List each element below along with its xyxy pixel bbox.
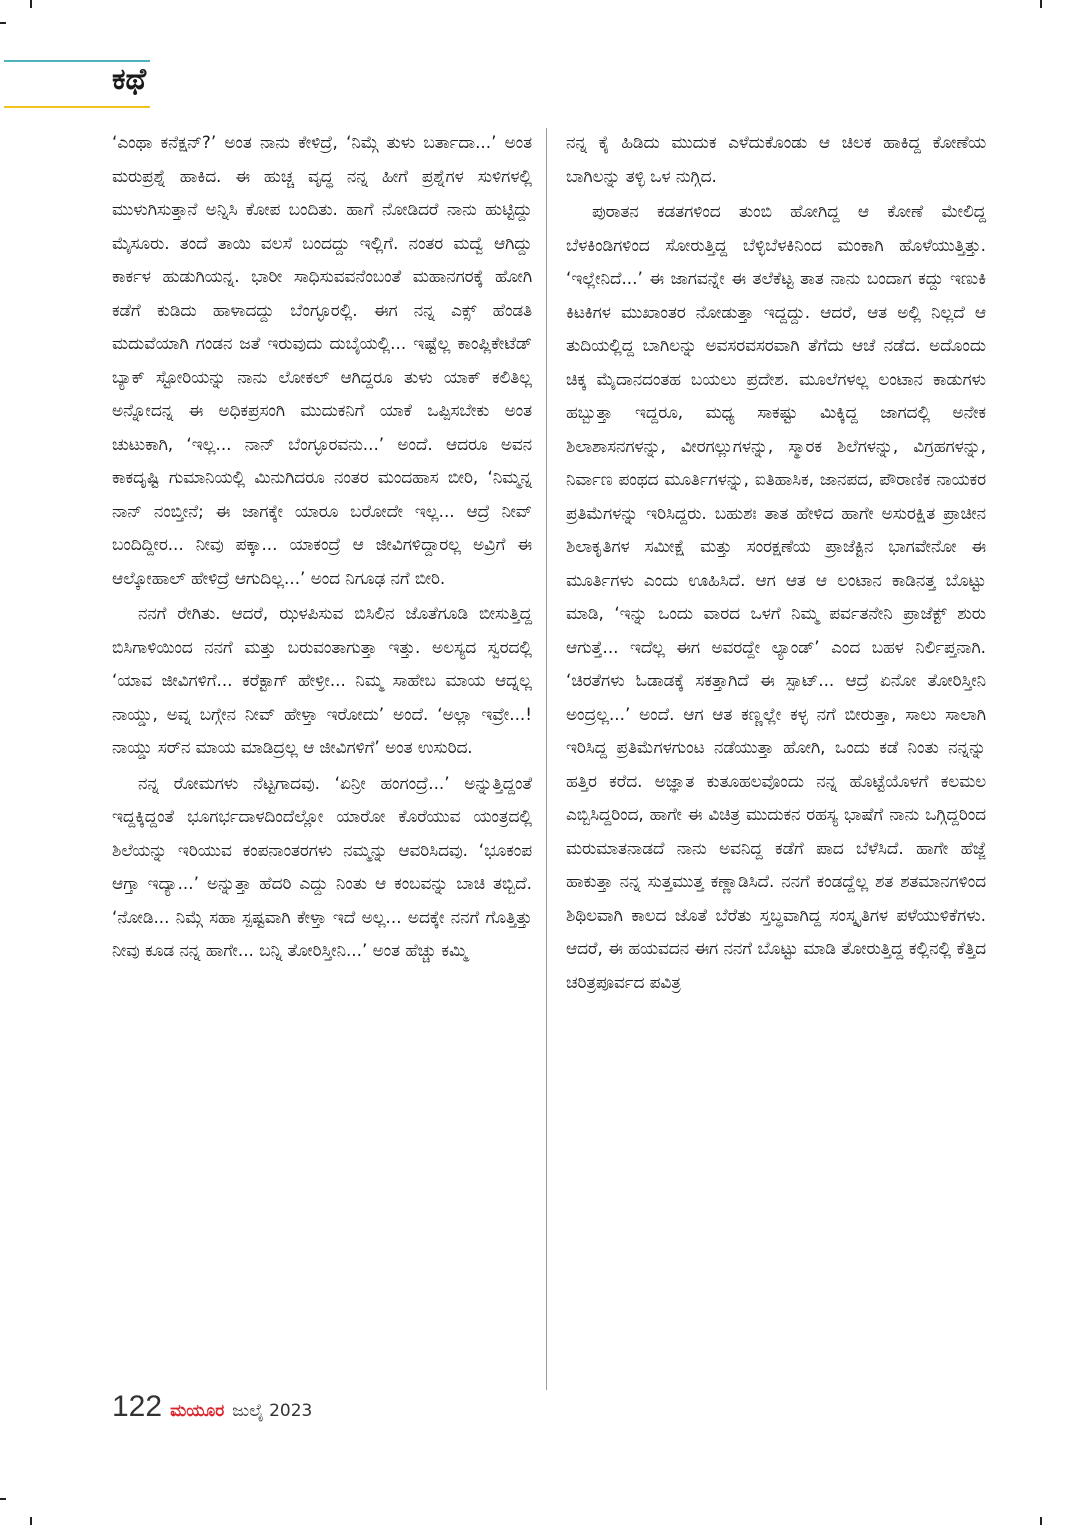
right-paragraph-1: ನನ್ನ ಕೈ ಹಿಡಿದು ಮುದುಕ ಎಳೆದುಕೊಂಡು ಆ ಚಿಲಕ ಹಾಕಿದ್ದ ಕೋಣೆಯ ಬಾಗಿಲನ್ನು ತಳ್ಳಿ ಒಳ ನುಗ್ಗಿದ. xyxy=(566,132,986,186)
right-column xyxy=(566,126,986,999)
crop-mark-top-right xyxy=(1040,0,1042,8)
left-paragraph-3: ನನ್ನ ರೋಮಗಳು ನೆಟ್ಟಗಾದವು. ‘ಏನ್ರೀ ಹಂಗಂದ್ರೆ...’ ಅನ್ನುತ್ತಿದ್ದಂತೆ ಇದ್ದಕ್ಕಿದ್ದಂತೆ ಭೂಗರ್ಭದಾಳದಿಂದೆಲ್ಲೋ ಯಾರೋ ಕೊರೆಯುವ ಯಂತ್ರದಲ್ಲಿ ಶಿಲೆಯನ್ನು ಇರಿಯುವ ಕಂಪನಾಂತರಗಳು ನಮ್ಮನ್ನು ಆವರಿಸಿದವು. ‘ಭೂಕಂಪ ಆಗ್ತಾ ಇದ್ಯಾ...’ ಅನ್ನುತ್ತಾ ಹೆದರಿ ಎದ್ದು ನಿಂತು ಆ ಕಂಬವನ್ನು ಬಾಚಿ ತಬ್ಬಿದೆ. ‘ನೋಡಿ... ನಿಮ್ಗೆ ಸಹಾ ಸ್ಪಷ್ಟವಾಗಿ ಕೇಳ್ತಾ ಇದೆ ಅಲ್ಲ... ಅದಕ್ಕೇ ನನಗೆ ಗೊತ್ತಿತ್ತು ನೀವು ಕೂಡ ನನ್ನ ಹಾಗೇ... ಬನ್ನಿ ತೋರಿಸ್ತೀನಿ...’ ಅಂತ ಹೆಚ್ಚು ಕಮ್ಮಿ xyxy=(112,772,532,960)
issue-date: ಜುಲೈ 2023 xyxy=(232,1401,313,1421)
crop-mark-top-center xyxy=(30,0,32,8)
magazine-logo: ಮಯೂರ xyxy=(170,1401,225,1421)
crop-mark-top-left xyxy=(0,22,6,24)
header-rule-bottom xyxy=(4,106,150,108)
crop-mark-bottom-left xyxy=(0,1498,6,1500)
page-footer xyxy=(112,1390,312,1430)
section-title: ಕಥೆ xyxy=(112,62,147,97)
crop-mark-bottom-center xyxy=(30,1517,32,1525)
left-paragraph-1: ‘ಎಂಥಾ ಕನೆಕ್ಷನ್?’ ಅಂತ ನಾನು ಕೇಳಿದ್ರೆ, ‘ನಿಮ್ಗೆ ತುಳು ಬರ್ತಾದಾ...’ ಅಂತ ಮರುಪ್ರಶ್ನೆ ಹಾಕಿದ. ಈ ಹುಚ್ಚ ವೃದ್ಧ ನನ್ನ ಹೀಗೆ ಪ್ರಶ್ನೆಗಳ ಸುಳಿಗಳಲ್ಲಿ ಮುಳುಗಿಸುತ್ತಾನೆ ಅನ್ನಿಸಿ ಕೋಪ ಬಂದಿತು. ಹಾಗೆ ನೋಡಿದರೆ ನಾನು ಹುಟ್ಟಿದ್ದು ಮೈಸೂರು. ತಂದೆ ತಾಯಿ ವಲಸೆ ಬಂದದ್ದು ಇಲ್ಲಿಗೆ. ನಂತರ ಮದ್ವೆ ಆಗಿದ್ದು ಕಾರ್ಕಳ ಹುಡುಗಿಯನ್ನ. ಭಾರೀ ಸಾಧಿಸುವವನೆಂಬಂತೆ ಮಹಾನಗರಕ್ಕೆ ಹೋಗಿ ಕಡೆಗೆ ಕುಡಿದು ಹಾಳಾದದ್ದು ಬೆಂಗ್ಳೂರಲ್ಲಿ. ಈಗ ನನ್ನ ಎಕ್ಸ್ ಹೆಂಡತಿ ಮದುವೆಯಾಗಿ ಗಂಡನ ಜತೆ ಇರುವುದು ದುಬೈಯಲ್ಲಿ... ಇಷ್ಟೆಲ್ಲ ಕಾಂಪ್ಲಿಕೇಟೆಡ್ ಬ್ಯಾಕ್ ಸ್ಟೋರಿಯನ್ನು ನಾನು ಲೋಕಲ್ ಆಗಿದ್ದರೂ ತುಳು ಯಾಕ್ ಕಲಿತಿಲ್ಲ ಅನ್ನೋದನ್ನ ಈ ಅಧಿಕಪ್ರಸಂಗಿ ಮುದುಕನಿಗೆ ಯಾಕೆ ಒಪ್ಪಿಸಬೇಕು ಅಂತ ಚುಟುಕಾಗಿ, ‘ಇಲ್ಲ... ನಾನ್ ಬೆಂಗ್ಳೂರವನು...’ ಅಂದೆ. ಆದರೂ ಅವನ ಕಾಕದೃಷ್ಟಿ ಗುಮಾನಿಯಲ್ಲಿ ಮಿನುಗಿದರೂ ನಂತರ ಮಂದಹಾಸ ಬೀರಿ, ‘ನಿಮ್ಮನ್ನ ನಾನ್ ನಂಬ್ತೀನೆ; ಈ ಜಾಗಕ್ಕೇ ಯಾರೂ ಬರೋದೇ ಇಲ್ಲ... ಆದ್ರೆ ನೀವ್ ಬಂದಿದ್ದೀರ... ನೀವು ಪಕ್ಕಾ... ಯಾಕಂದ್ರೆ ಆ ಜೀವಿಗಳಿದ್ದಾರಲ್ಲ ಅವ್ರಿಗೆ ಈ ಆಲ್ಕೋಹಾಲ್ ಹೇಳಿದ್ರೆ ಆಗುದಿಲ್ಲ...’ ಅಂದ ನಿಗೂಢ ನಗೆ ಬೀರಿ. xyxy=(112,132,532,588)
page-number: 122 xyxy=(112,1390,163,1423)
right-paragraph-2: ಪುರಾತನ ಕಡತಗಳಿಂದ ತುಂಬಿ ಹೋಗಿದ್ದ ಆ ಕೋಣೆ ಮೇಲಿದ್ದ ಬೆಳಕಿಂಡಿಗಳಿಂದ ಸೋರುತ್ತಿದ್ದ ಬೆಳ್ಳಿಬೆಳಕಿನಿಂದ ಮಂಕಾಗಿ ಹೊಳೆಯುತ್ತಿತ್ತು. ‘ಇಲ್ಲೇನಿದೆ...’ ಈ ಜಾಗವನ್ನೇ ಈ ತಲೆಕೆಟ್ಟ ತಾತ ನಾನು ಬಂದಾಗ ಕದ್ದು ಇಣುಕಿ ಕಿಟಕಿಗಳ ಮುಖಾಂತರ ನೋಡುತ್ತಾ ಇದ್ದದ್ದು. ಆದರೆ, ಆತ ಅಲ್ಲಿ ನಿಲ್ಲದೆ ಆ ತುದಿಯಲ್ಲಿದ್ದ ಬಾಗಿಲನ್ನು ಅವಸರವಸರವಾಗಿ ತೆಗೆದು ಆಚೆ ನಡೆದ. ಅದೊಂದು ಚಿಕ್ಕ ಮೈದಾನದಂತಹ ಬಯಲು ಪ್ರದೇಶ. ಮೂಲೆಗಳಲ್ಲ ಲಂಟಾನ ಕಾಡುಗಳು ಹಬ್ಬುತ್ತಾ ಇದ್ದರೂ, ಮಧ್ಯ ಸಾಕಷ್ಟು ಮಿಕ್ಕಿದ್ದ ಜಾಗದಲ್ಲಿ ಅನೇಕ ಶಿಲಾಶಾಸನಗಳನ್ನು, ವೀರಗಲ್ಲುಗಳನ್ನು, ಸ್ಮಾರಕ ಶಿಲೆಗಳನ್ನು, ವಿಗ್ರಹಗಳನ್ನು, ನಿರ್ವಾಣ ಪಂಥದ ಮೂರ್ತಿಗಳನ್ನು, ಐತಿಹಾಸಿಕ, ಜಾನಪದ, ಪೌರಾಣಿಕ ನಾಯಕರ ಪ್ರತಿಮೆಗಳನ್ನು ಇರಿಸಿದ್ದರು. ಬಹುಶಃ ತಾತ ಹೇಳಿದ ಹಾಗೇ ಅಸುರಕ್ಷಿತ ಪ್ರಾಚೀನ ಶಿಲಾಕೃತಿಗಳ ಸಮೀಕ್ಷೆ ಮತ್ತು ಸಂರಕ್ಷಣೆಯ ಪ್ರಾಜೆಕ್ಟಿನ ಭಾಗವೇನೋ ಈ ಮೂರ್ತಿಗಳು ಎಂದು ಊಹಿಸಿದೆ. ಆಗ ಆತ ಆ ಲಂಟಾನ ಕಾಡಿನತ್ತ ಬೊಟ್ಟು ಮಾಡಿ, ‘ಇನ್ನು ಒಂದು ವಾರದ ಒಳಗೆ ನಿಮ್ಮ ಪರ್ವತನೇನಿ ಪ್ರಾಜೆಕ್ಟ್ ಶುರು ಆಗುತ್ತೆ... ಇದೆಲ್ಲ ಈಗ ಅವರದ್ದೇ ಲ್ಯಾಂಡ್’ ಎಂದ ಬಹಳ ನಿರ್ಲಿಪ್ತನಾಗಿ. ‘ಚಿರತೆಗಳು ಓಡಾಡಕ್ಕೆ ಸಕತ್ತಾಗಿದೆ ಈ ಸ್ಪಾಟ್... ಆದ್ರೆ ಏನೋ ತೋರಿಸ್ತೀನಿ ಅಂದ್ರಲ್ಲ...’ ಅಂದೆ. ಆಗ ಆತ ಕಣ್ಣಲ್ಲೇ ಕಳ್ಳ ನಗೆ ಬೀರುತ್ತಾ, ಸಾಲು ಸಾಲಾಗಿ ಇರಿಸಿದ್ದ ಪ್ರತಿಮೆಗಳಗುಂಟ ನಡೆಯುತ್ತಾ ಹೋಗಿ, ಒಂದು ಕಡೆ ನಿಂತು ನನ್ನನ್ನು ಹತ್ತಿರ ಕರೆದ. ಅಜ್ಞಾತ ಕುತೂಹಲವೊಂದು ನನ್ನ ಹೊಟ್ಟೆಯೊಳಗೆ ಕಲಮಲ ಎಬ್ಬಿಸಿದ್ದರಿಂದ, ಹಾಗೇ ಈ ವಿಚಿತ್ರ ಮುದುಕನ ರಹಸ್ಯ ಭಾಷೆಗೆ ನಾನು ಒಗ್ಗಿದ್ದರಿಂದ ಮರುಮಾತನಾಡದೆ ನಾನು ಅವನಿದ್ದ ಕಡೆಗೆ ಪಾದ ಬೆಳೆಸಿದೆ. ಹಾಗೇ ಹೆಜ್ಜೆ ಹಾಕುತ್ತಾ ನನ್ನ ಸುತ್ತಮುತ್ತ ಕಣ್ಣಾಡಿಸಿದೆ. ನನಗೆ ಕಂಡದ್ದೆಲ್ಲ ಶತ ಶತಮಾನಗಳಿಂದ ಶಿಥಿಲವಾಗಿ ಕಾಲದ ಜೊತೆ ಬೆರೆತು ಸ್ತಬ್ಧವಾಗಿದ್ದ ಸಂಸ್ಕೃತಿಗಳ ಪಳೆಯುಳಿಕೆಗಳು. ಆದರೆ, ಈ ಹಯವದನ ಈಗ ನನಗೆ ಬೊಟ್ಟು ಮಾಡಿ ತೋರುತ್ತಿದ್ದ ಕಲ್ಲಿನಲ್ಲಿ ಕೆತ್ತಿದ ಚರಿತ್ರಪೂರ್ವದ ಪವಿತ್ರ xyxy=(566,201,986,992)
left-paragraph-2: ನನಗೆ ರೇಗಿತು. ಆದರೆ, ಝಳಪಿಸುವ ಬಿಸಿಲಿನ ಜೊತೆಗೂಡಿ ಬೀಸುತ್ತಿದ್ದ ಬಿಸಿಗಾಳಿಯಿಂದ ನನಗೆ ಮತ್ತು ಬರುವಂತಾಗುತ್ತಾ ಇತ್ತು. ಅಲಸ್ಯದ ಸ್ವರದಲ್ಲಿ ‘ಯಾವ ಜೀವಿಗಳಿಗೆ... ಕರೆಕ್ಟಾಗ್ ಹೇಳ್ರೀ... ನಿಮ್ಮ ಸಾಹೇಬ ಮಾಯ ಆದ್ನಲ್ಲ ನಾಯ್ಡು, ಅವ್ನ ಬಗ್ಗೇನ ನೀವ್ ಹೇಳ್ತಾ ಇರೋದು’ ಅಂದೆ. ‘ಅಲ್ಲಾ ಇವ್ರೇ...! ನಾಯ್ಡು ಸರ್‌ನ ಮಾಯ ಮಾಡಿದ್ರಲ್ಲ ಆ ಜೀವಿಗಳಿಗೆ’ ಅಂತ ಉಸುರಿದ. xyxy=(112,603,532,757)
left-column xyxy=(112,126,532,968)
column-divider xyxy=(546,128,547,1390)
crop-mark-bottom-right xyxy=(1040,1517,1042,1525)
